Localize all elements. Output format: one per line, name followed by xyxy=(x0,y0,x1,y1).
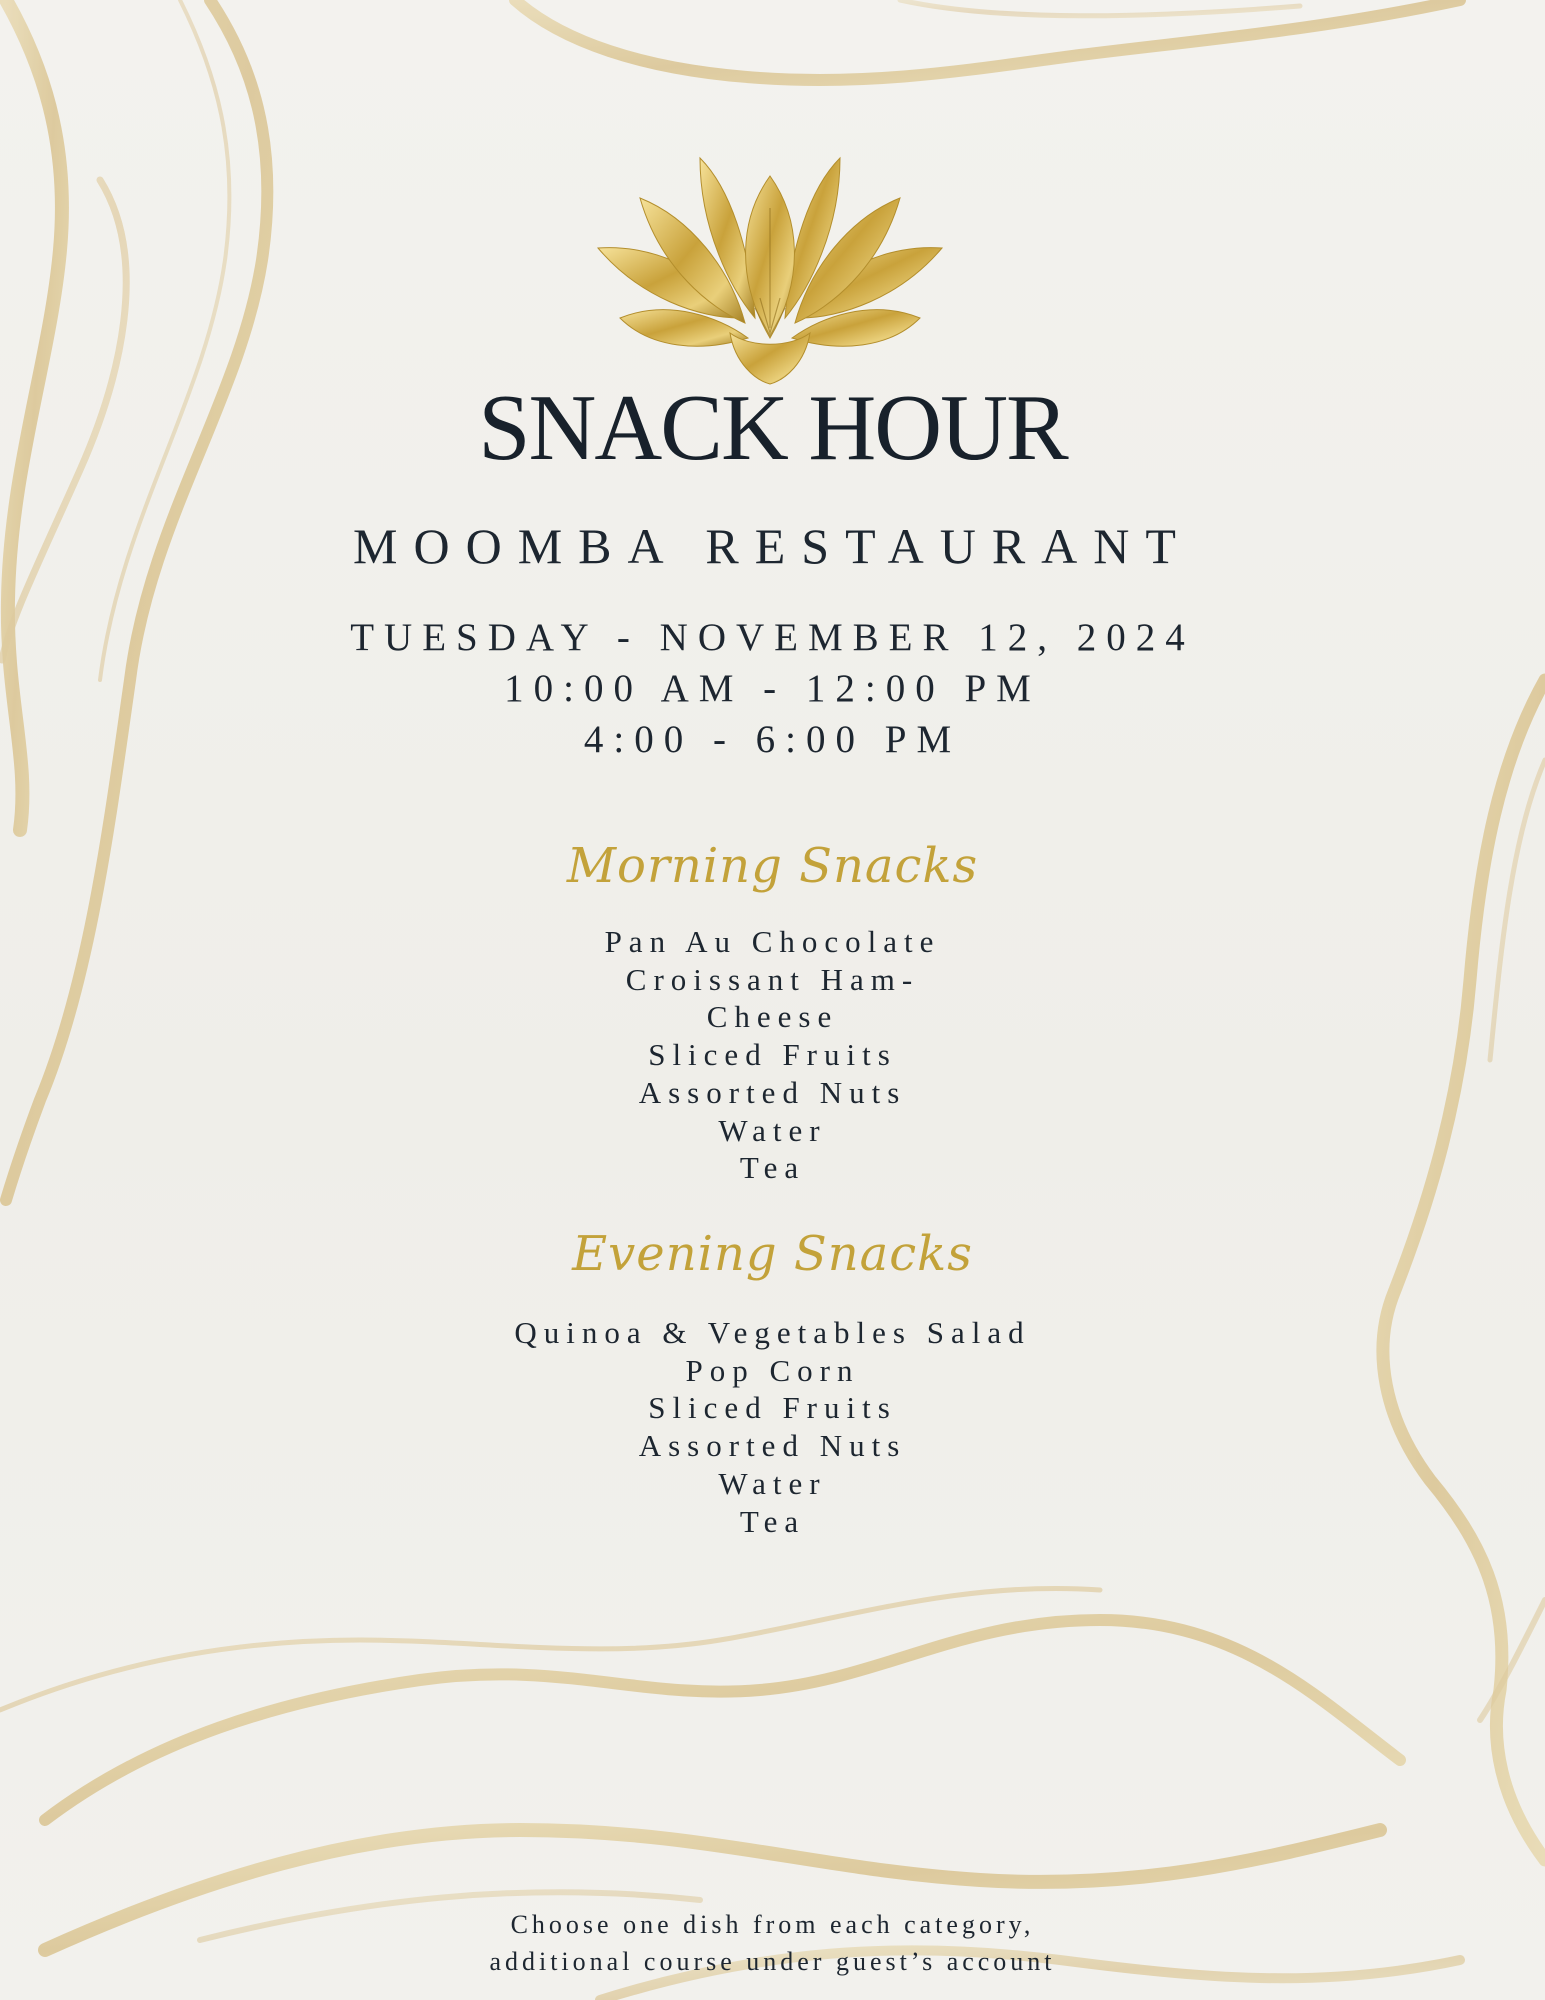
morning-snacks-heading: Morning Snacks xyxy=(566,838,979,894)
evening-snacks-heading: Evening Snacks xyxy=(572,1226,973,1282)
list-item: Quinoa & Vegetables Salad xyxy=(514,1315,1031,1350)
list-item: Croissant Ham- xyxy=(625,961,920,997)
list-item: Assorted Nuts xyxy=(638,1428,907,1464)
list-item: Sliced Fruits xyxy=(648,1037,897,1073)
morning-snacks-list xyxy=(0,923,1545,1187)
evening-time: 4:00 - 6:00 PM xyxy=(583,718,962,761)
footer-line-2: additional course under guest’s account xyxy=(489,1947,1056,1976)
event-date: TUESDAY - NOVEMBER 12, 2024 xyxy=(350,616,1195,659)
evening-snacks-list xyxy=(0,1314,1545,1540)
list-item: Pan Au Chocolate xyxy=(604,924,941,959)
list-item: Water xyxy=(718,1112,827,1148)
list-item: Water xyxy=(718,1465,827,1501)
footer-note xyxy=(0,1906,1545,1980)
list-item: Pop Corn xyxy=(685,1352,860,1388)
footer-line-1: Choose one dish from each category, xyxy=(510,1910,1035,1939)
list-item: Sliced Fruits xyxy=(648,1390,897,1426)
brand-title: SNACK HOUR xyxy=(478,376,1067,480)
lotus-flower-icon xyxy=(590,148,950,388)
schedule-block xyxy=(0,612,1545,765)
list-item: Tea xyxy=(739,1150,806,1186)
list-item: Assorted Nuts xyxy=(638,1074,907,1110)
list-item: Tea xyxy=(739,1503,806,1539)
morning-time: 10:00 AM - 12:00 PM xyxy=(504,667,1041,710)
restaurant-name: MOOMBA RESTAURANT xyxy=(353,518,1192,574)
list-item: Cheese xyxy=(706,999,839,1035)
